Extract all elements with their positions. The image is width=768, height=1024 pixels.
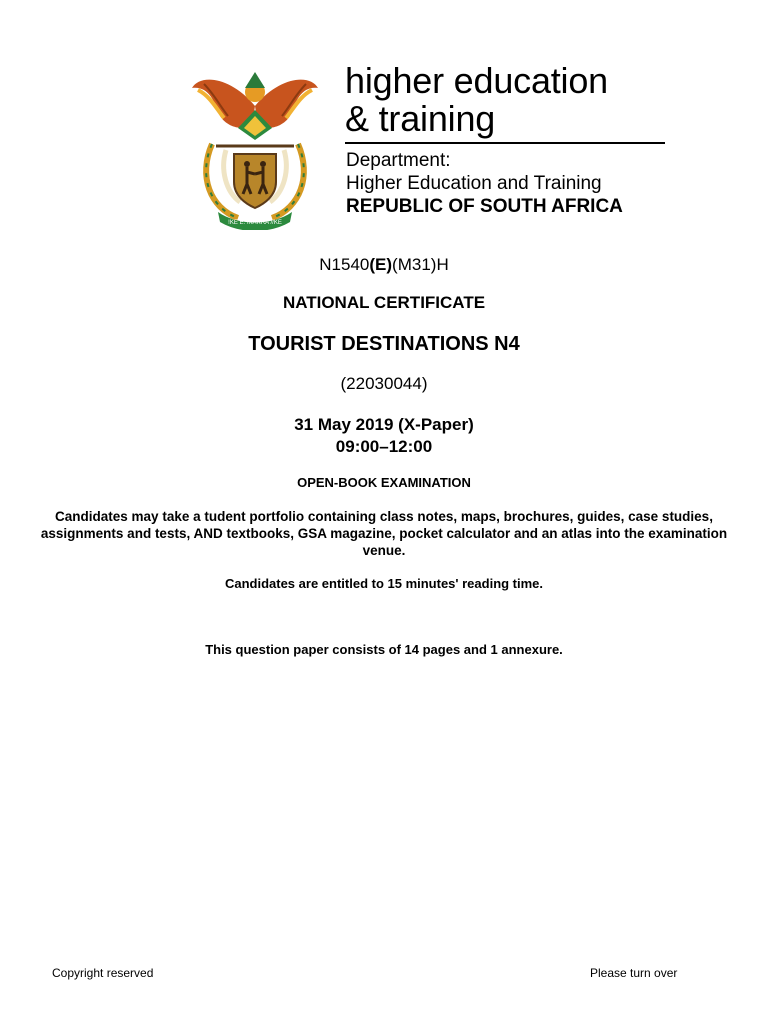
subject-title: TOURIST DESTINATIONS N4 xyxy=(248,333,520,355)
certificate-title: NATIONAL CERTIFICATE xyxy=(282,293,486,312)
subject-code: (22030044) xyxy=(340,374,428,393)
svg-text:!KE E: /XARRA //KE: !KE E: /XARRA //KE xyxy=(228,220,282,226)
paper-code-lang: (E) xyxy=(369,255,393,274)
turn-over-note: Please turn over xyxy=(590,966,678,980)
department-name: Higher Education and Training xyxy=(346,173,602,194)
coat-of-arms-icon xyxy=(190,66,320,230)
paper-code-prefix: N1540 xyxy=(319,255,370,274)
brand-heading-line1: higher education xyxy=(345,60,609,101)
exam-instructions: Candidates may take a tudent portfolio containing class notes, maps, brochures, guides, case studies, assignments and tests, AND textbooks, GSA magazine, pocket calculator and an atlas into the examination venue. xyxy=(40,509,728,558)
page-count-note: This question paper consists of 14 pages and 1 annexure. xyxy=(205,642,563,657)
exam-time: 09:00–12:00 xyxy=(335,437,433,456)
exam-type: OPEN-BOOK EXAMINATION xyxy=(297,475,471,490)
paper-code-suffix: (M31)H xyxy=(392,255,449,274)
department-label: Department: xyxy=(346,150,451,171)
brand-divider xyxy=(345,142,665,144)
department-country: REPUBLIC OF SOUTH AFRICA xyxy=(346,196,623,217)
coat-of-arms-logo xyxy=(190,66,320,230)
exam-date: 31 May 2019 (X-Paper) xyxy=(294,415,474,434)
reading-time-note: Candidates are entitled to 15 minutes' reading time. xyxy=(224,576,544,591)
copyright-notice: Copyright reserved xyxy=(52,966,154,980)
paper-code xyxy=(0,255,768,275)
brand-heading-line2: & training xyxy=(345,98,496,139)
